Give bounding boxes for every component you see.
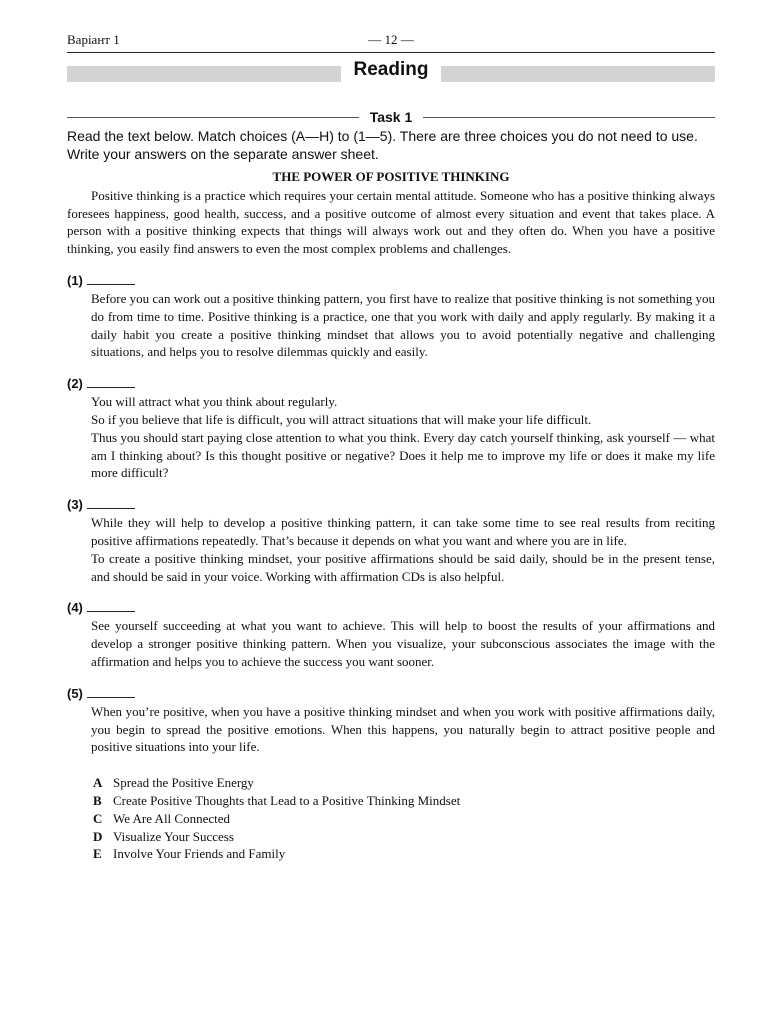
- task-rule-right: [423, 117, 715, 118]
- text-title: THE POWER OF POSITIVE THINKING: [272, 169, 510, 184]
- reading-text: [67, 168, 715, 863]
- answer-line: [67, 599, 715, 617]
- task-instructions: Read the text below. Match choices (A—H) to (1—5). There are three choices you do not need to use. Write your answers on the separate answer sheet.: [67, 128, 698, 162]
- paragraph-line: When you’re positive, when you have a positive thinking mindset and when you work with positive affirmations daily, you begin to spread the positive emotions. When this happens, you naturally begin to attract positive people and positive situations into your life.: [91, 703, 715, 755]
- option-item: [93, 845, 715, 863]
- paragraph-number: (5): [67, 685, 83, 701]
- paragraph-line: Before you can work out a positive thinking pattern, you first have to realize that positive thinking is not something you do from time to time. Positive thinking is a practice, one that you work with daily and apply regularly. By making it a daily habit you create a positive thinking mindset that allows you to avoid potentially negative and challenging situations, and helps you to resolve dilemmas quickly and easily.: [91, 290, 715, 360]
- task-label: Task 1: [369, 109, 413, 125]
- paragraph-item: [67, 272, 715, 361]
- text-intro: Positive thinking is a practice which requires your certain mental attitude. Someone who has a positive thinking always foresees happiness, good health, success, and a positive outcome of almost every situation and event that takes place. A person with a positive thinking expects that things will always work out and they often do. When you have a positive thinking, you easily find answers to even the most complex problems and challenges.: [67, 187, 715, 257]
- option-letter: C: [93, 810, 103, 826]
- paragraph-line: To create a positive thinking mindset, your positive affirmations should be said daily, should be in the present tense, and should be said in your voice. Working with affirmation CDs is also helpful.: [91, 550, 715, 584]
- header-divider: [67, 52, 715, 53]
- paragraph-text: [91, 290, 715, 361]
- heading-options: [93, 774, 715, 863]
- paragraph-text: [91, 703, 715, 756]
- answer-line: [67, 375, 715, 393]
- option-letter: D: [93, 828, 103, 844]
- option-text: Involve Your Friends and Family: [113, 846, 286, 862]
- answer-line: [67, 496, 715, 514]
- section-bar-right: [441, 66, 715, 82]
- paragraph-item: [67, 599, 715, 670]
- option-letter: A: [93, 775, 103, 791]
- task-heading: [67, 109, 715, 125]
- paragraph-line: You will attract what you think about regularly.: [91, 394, 338, 410]
- option-text: Spread the Positive Energy: [113, 775, 254, 791]
- paragraph-item: [67, 496, 715, 585]
- option-letter: B: [93, 792, 102, 808]
- answer-blank[interactable]: [87, 272, 135, 285]
- paragraph-number: (4): [67, 600, 83, 616]
- option-item: [93, 828, 715, 846]
- paragraph-number: (1): [67, 272, 83, 288]
- paragraph-line: So if you believe that life is difficult, you will attract situations that will make your life difficult.: [91, 411, 592, 427]
- paragraph-number: (3): [67, 497, 83, 513]
- paragraph-text: [91, 393, 715, 482]
- paragraph-text: [91, 617, 715, 670]
- answer-blank[interactable]: [87, 685, 135, 698]
- paragraph-line: While they will help to develop a positive thinking pattern, it can take some time to see real results from reciting positive affirmations repeatedly. That’s because it depends on what you want and where you are in life.: [91, 515, 715, 548]
- option-item: [93, 792, 715, 810]
- option-text: Visualize Your Success: [113, 828, 234, 844]
- page-number: — 12 —: [368, 32, 414, 47]
- paragraph-list: [67, 272, 715, 756]
- paragraph-text: [91, 514, 715, 585]
- paragraph-item: [67, 685, 715, 756]
- variant-label: Варіант 1: [67, 32, 120, 47]
- page-header: [67, 30, 715, 50]
- section-banner: [67, 59, 715, 82]
- paragraph-line: Thus you should start paying close attention to what you think. Every day catch yourself thinking, ask yourself — what am I thinking about? Is this thought positive or negative? Does it help me to improve my life or does it make my life more difficult?: [91, 429, 715, 481]
- answer-blank[interactable]: [87, 375, 135, 388]
- paragraph-line: See yourself succeeding at what you want to achieve. This will help to boost the results of your affirmations and develop a stronger positive thinking pattern. When you visualize, your subconscious associates the image with the affirmation and helps you to achieve the success you want sooner.: [91, 618, 715, 669]
- section-bar-left: [67, 66, 341, 82]
- option-letter: E: [93, 846, 102, 862]
- answer-blank[interactable]: [87, 599, 135, 612]
- section-title: Reading: [353, 59, 429, 80]
- option-text: We Are All Connected: [113, 810, 231, 826]
- option-item: [93, 810, 715, 828]
- option-item: [93, 774, 715, 792]
- page: [67, 30, 715, 862]
- paragraph-number: (2): [67, 376, 83, 392]
- task-rule-left: [67, 117, 359, 118]
- answer-line: [67, 685, 715, 703]
- option-text: Create Positive Thoughts that Lead to a Positive Thinking Mindset: [113, 792, 461, 808]
- answer-blank[interactable]: [87, 496, 135, 509]
- paragraph-item: [67, 375, 715, 482]
- answer-line: [67, 272, 715, 290]
